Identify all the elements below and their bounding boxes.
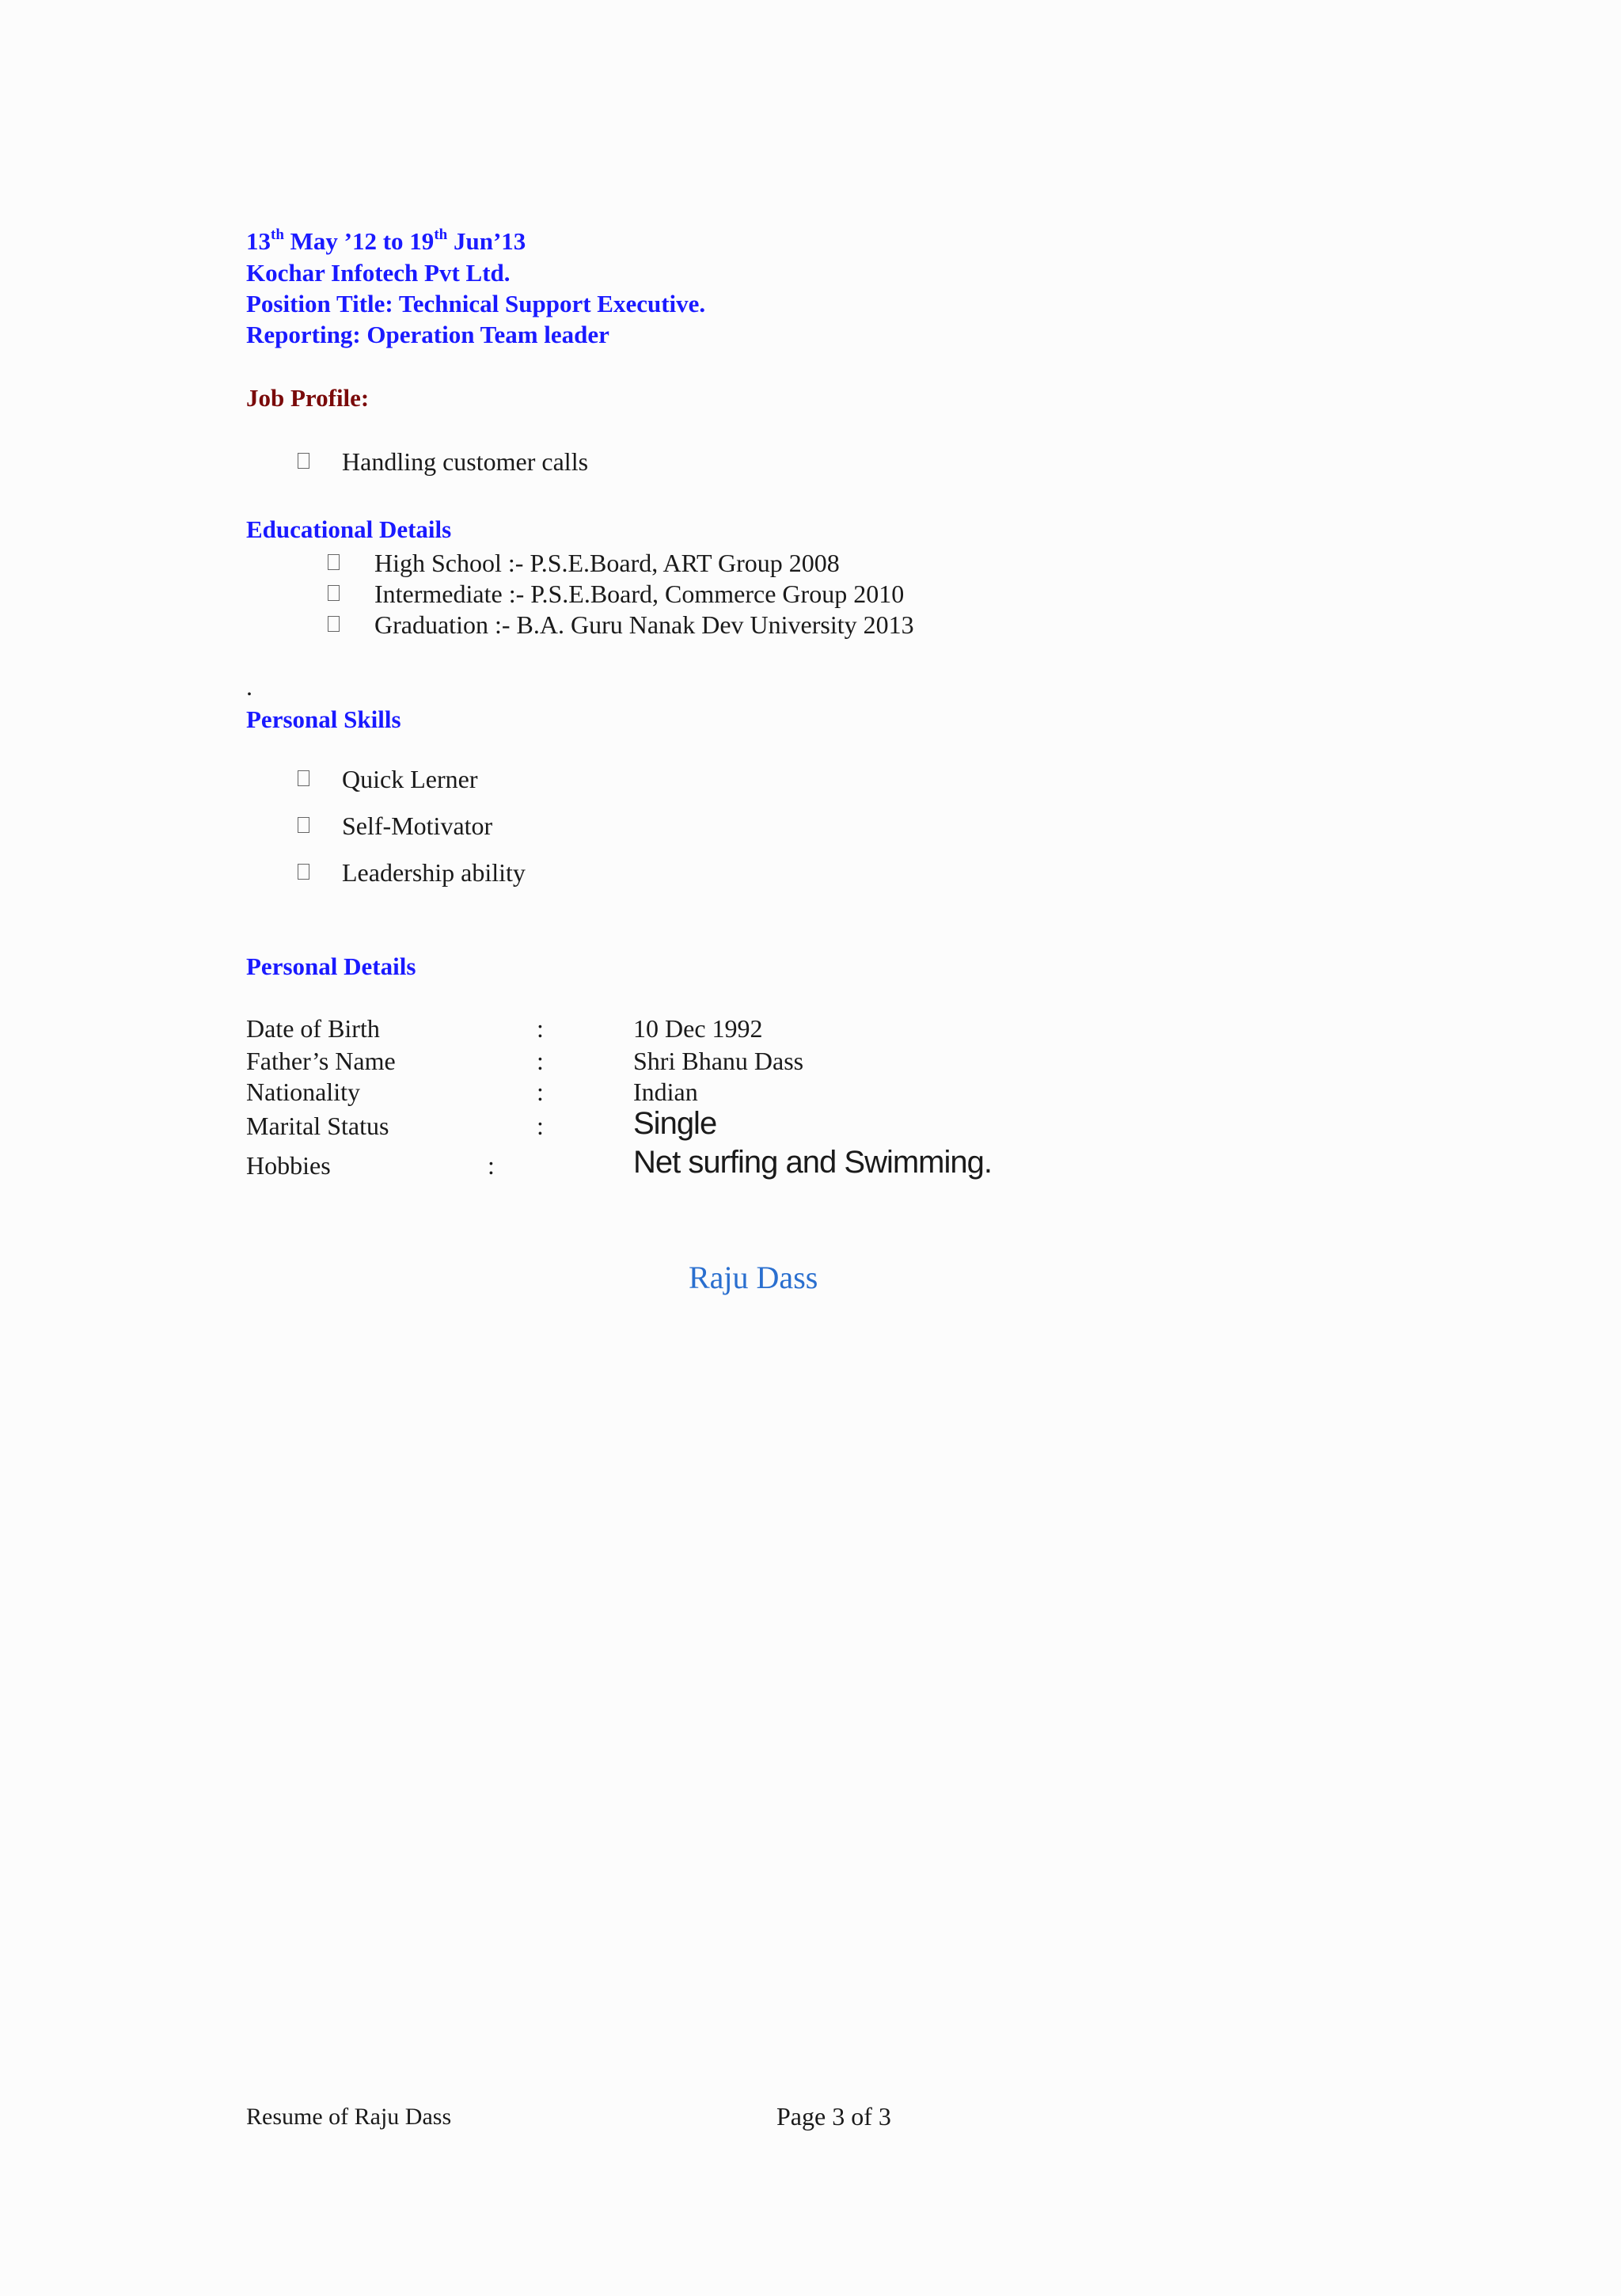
detail-value-father: Shri Bhanu Dass <box>633 1047 804 1075</box>
detail-value-hobbies: Net surfing and Swimming. <box>633 1145 992 1180</box>
date-middle: May ’12 to 19 <box>283 227 435 255</box>
detail-separator: : <box>537 1112 544 1140</box>
detail-value-marital: Single <box>633 1106 717 1141</box>
education-item: Intermediate :- P.S.E.Board, Commerce Group 2010 <box>374 580 905 608</box>
job-profile-item: Handling customer calls <box>342 447 589 476</box>
bullet-box-icon <box>298 817 309 833</box>
skills-heading: Personal Skills <box>246 705 401 733</box>
stray-period: . <box>246 672 252 701</box>
signature-name: Raju Dass <box>689 1260 818 1295</box>
job-profile-heading: Job Profile: <box>246 384 370 412</box>
education-item: Graduation :- B.A. Guru Nanak Dev University 2013 <box>374 610 914 639</box>
position-title: Position Title: Technical Support Executive. <box>246 290 706 317</box>
detail-separator: : <box>537 1047 544 1075</box>
date-start-suffix: th <box>271 226 284 243</box>
detail-value-dob: 10 Dec 1992 <box>633 1014 763 1043</box>
date-end: Jun’13 <box>447 227 526 255</box>
bullet-box-icon <box>328 554 340 570</box>
skill-item: Leadership ability <box>342 858 526 887</box>
bullet-box-icon <box>328 585 340 601</box>
footer-left: Resume of Raju Dass <box>246 2104 452 2130</box>
detail-separator: : <box>537 1014 544 1043</box>
date-end-suffix: th <box>434 226 448 243</box>
bullet-box-icon <box>298 864 309 880</box>
bullet-box-icon <box>298 770 309 786</box>
education-heading: Educational Details <box>246 515 452 543</box>
education-item: High School :- P.S.E.Board, ART Group 2008 <box>374 549 840 577</box>
reporting-line: Reporting: Operation Team leader <box>246 321 609 348</box>
bullet-box-icon <box>298 453 309 469</box>
skill-item: Self-Motivator <box>342 812 493 840</box>
company-name: Kochar Infotech Pvt Ltd. <box>246 259 511 287</box>
detail-separator: : <box>488 1151 495 1180</box>
skill-item: Quick Lerner <box>342 765 478 793</box>
detail-separator: : <box>537 1078 544 1106</box>
bullet-box-icon <box>328 616 340 632</box>
footer-page-number: Page 3 of 3 <box>776 2102 891 2131</box>
employment-dates <box>246 227 526 256</box>
detail-value-nationality: Indian <box>633 1078 698 1106</box>
personal-details-heading: Personal Details <box>246 952 416 980</box>
detail-label-dob: Date of Birth <box>246 1014 380 1043</box>
detail-label-marital: Marital Status <box>246 1112 389 1140</box>
detail-label-hobbies: Hobbies <box>246 1151 331 1180</box>
date-start-day: 13 <box>246 227 271 255</box>
detail-label-nationality: Nationality <box>246 1078 360 1106</box>
detail-label-father: Father’s Name <box>246 1047 396 1075</box>
